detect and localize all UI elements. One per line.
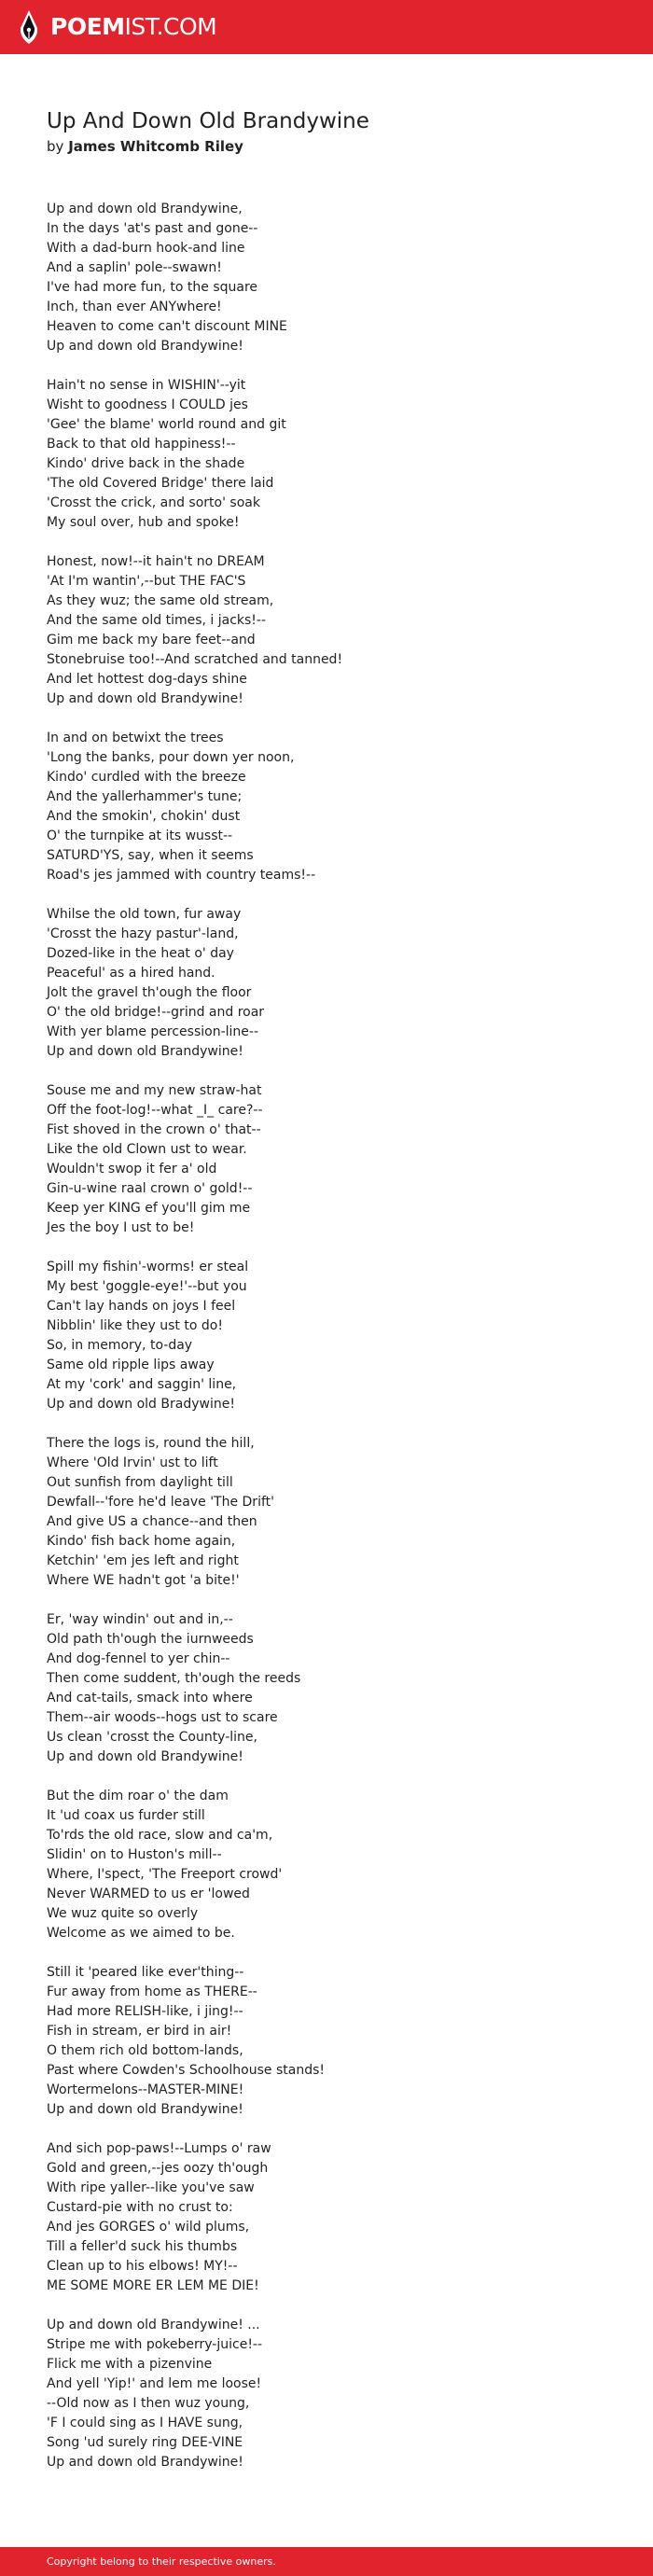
poem-line: Wortermelons--MASTER-MINE! (47, 2082, 244, 2097)
site-header (0, 0, 653, 54)
poem-line: 'Crosst the crick, and sorto' soak (47, 495, 260, 510)
poem-line: Then come suddent, th'ough the reeds (47, 1671, 301, 1686)
poem-body (47, 200, 625, 2472)
poem-line: Fist shoved in the crown o' that-- (47, 1122, 261, 1137)
poem-line: Dewfall--'fore he'd leave 'The Drift' (47, 1495, 274, 1510)
poem-line: With ripe yaller--like you've saw (47, 2180, 255, 2195)
poem-line: Fish in stream, er bird in air! (47, 2024, 232, 2039)
poem-line: With a dad-burn hook-and line (47, 241, 245, 256)
poem-line: And let hottest dog-days shine (47, 672, 247, 687)
poem-line: Custard-pie with no crust to: (47, 2200, 233, 2215)
poem-line: Them--air woods--hogs ust to scare (47, 1710, 278, 1725)
poem-stanza (47, 1081, 625, 1238)
poem-content (47, 106, 625, 2492)
poem-line: 'At I'm wantin',--but THE FAC'S (47, 574, 246, 589)
poem-line: Old path th'ough the iurnweeds (47, 1632, 254, 1647)
poem-line: And the yallerhammer's tune; (47, 789, 243, 804)
logo-text-bold: POEM (50, 13, 125, 40)
poem-byline (47, 136, 625, 157)
poem-line: Never WARMED to us er 'lowed (47, 1887, 250, 1901)
poem-line: Off the foot-log!--what _I_ care?-- (47, 1103, 263, 1118)
poem-line: There the logs is, round the hill, (47, 1436, 255, 1451)
poem-line: With yer blame percession-line-- (47, 1024, 258, 1039)
poem-line: Up and down old Brandywine, (47, 202, 243, 216)
site-footer (0, 2547, 653, 2576)
poem-stanza (47, 729, 625, 885)
poem-stanza (47, 376, 625, 533)
logo-text-rest: IST.COM (124, 13, 217, 40)
poem-line: Peaceful' as a hired hand. (47, 966, 215, 981)
poem-stanza (47, 1434, 625, 1591)
poem-line: Gin-u-wine raal crown o' gold!-- (47, 1181, 253, 1196)
poem-line: Where 'Old Irvin' ust to lift (47, 1455, 218, 1470)
poem-line: 'Crosst the hazy pastur'-land, (47, 926, 239, 941)
poem-line: And give US a chance--and then (47, 1514, 257, 1529)
poem-line: Jolt the gravel th'ough the floor (47, 985, 252, 1000)
by-label: by (47, 138, 64, 155)
poem-stanza (47, 200, 625, 356)
poem-line: As they wuz; the same old stream, (47, 593, 274, 608)
poem-line: My soul over, hub and spoke! (47, 515, 240, 530)
poem-line: Ketchin' 'em jes left and right (47, 1553, 239, 1568)
poem-line: Souse me and my new straw-hat (47, 1083, 262, 1098)
poem-line: Fur away from home as THERE-- (47, 1984, 257, 1999)
poem-line: ME SOME MORE ER LEM ME DIE! (47, 2278, 259, 2293)
poem-line: Honest, now!--it hain't no DREAM (47, 554, 265, 569)
poem-line: Flick me with a pizenvine (47, 2357, 213, 2372)
poem-line: To'rds the old race, slow and ca'm, (47, 1828, 273, 1843)
pen-nib-icon (19, 9, 39, 45)
poem-line: Kindo' curdled with the breeze (47, 770, 246, 785)
poem-line: My best 'goggle-eye!'--but you (47, 1279, 247, 1294)
poem-line: Had more RELISH-like, i jing!-- (47, 2004, 243, 2019)
poem-line: Past where Cowden's Schoolhouse stands! (47, 2063, 326, 2078)
poem-line: In the days 'at's past and gone-- (47, 221, 258, 236)
site-logo-text (50, 9, 216, 45)
poem-line: Us clean 'crosst the County-line, (47, 1730, 257, 1745)
poem-line: Road's jes jammed with country teams!-- (47, 868, 316, 883)
poem-line: Clean up to his elbows! MY!-- (47, 2259, 238, 2274)
poem-stanza (47, 1258, 625, 1414)
poem-line: And jes GORGES o' wild plums, (47, 2220, 250, 2235)
poem-line: Up and down old Brandywine! ... (47, 2318, 260, 2332)
poem-line: Up and down old Brandywine! (47, 691, 243, 706)
poem-line: Up and down old Brandywine! (47, 339, 243, 354)
poem-line: I've had more fun, to the square (47, 280, 258, 295)
poem-line: And dog-fennel to yer chin-- (47, 1651, 230, 1666)
poem-line: Inch, than ever ANYwhere! (47, 299, 222, 314)
poem-line: 'The old Covered Bridge' there laid (47, 476, 274, 491)
poem-line: Spill my fishin'-worms! er steal (47, 1260, 249, 1274)
poem-line: So, in memory, to-day (47, 1338, 193, 1353)
poem-line: Welcome as we aimed to be. (47, 1926, 235, 1941)
poem-line: And yell 'Yip!' and lem me loose! (47, 2376, 262, 2391)
poem-line: Gold and green,--jes oozy th'ough (47, 2161, 269, 2176)
poem-title: Up And Down Old Brandywine (47, 109, 369, 133)
poem-line: And cat-tails, smack into where (47, 1691, 253, 1706)
poem-line: Stripe me with pokeberry-juice!-- (47, 2337, 263, 2352)
poem-line: O' the old bridge!--grind and roar (47, 1005, 265, 1020)
poem-line: 'F I could sing as I HAVE sung, (47, 2416, 243, 2430)
poem-line: And the smokin', chokin' dust (47, 809, 241, 824)
poem-line: It 'ud coax us furder still (47, 1808, 205, 1823)
poem-line: Till a feller'd suck his thumbs (47, 2239, 238, 2254)
poem-line: 'Gee' the blame' world round and git (47, 417, 286, 432)
poem-line: Where WE hadn't got 'a bite!' (47, 1573, 240, 1588)
poem-line: Whilse the old town, fur away (47, 907, 242, 922)
poem-line: Wouldn't swop it fer a' old (47, 1162, 217, 1177)
poem-line: Can't lay hands on joys I feel (47, 1299, 236, 1314)
poem-line: 'Long the banks, pour down yer noon, (47, 750, 295, 765)
poem-line: Out sunfish from daylight till (47, 1475, 233, 1490)
poem-line: Up and down old Bradywine! (47, 1397, 235, 1412)
poem-stanza (47, 1963, 625, 2120)
poem-line: Still it 'peared like ever'thing-- (47, 1965, 244, 1980)
poem-line: Gim me back my bare feet--and (47, 633, 256, 647)
poem-line: Heaven to come can't discount MINE (47, 319, 287, 334)
poem-line: Up and down old Brandywine! (47, 2455, 243, 2470)
poem-line: Up and down old Brandywine! (47, 1044, 243, 1059)
poem-stanza (47, 2316, 625, 2472)
poem-line: And sich pop-paws!--Lumps o' raw (47, 2141, 271, 2156)
poem-line: Keep yer KING ef you'll gim me (47, 1201, 251, 1216)
poem-line: Where, I'spect, 'The Freeport crowd' (47, 1867, 283, 1882)
poem-line: SATURD'YS, say, when it seems (47, 848, 254, 863)
poem-line: At my 'cork' and saggin' line, (47, 1377, 237, 1392)
author-name[interactable]: James Whitcomb Riley (68, 138, 243, 155)
poem-stanza (47, 2139, 625, 2296)
poem-line: We wuz quite so overly (47, 1906, 199, 1921)
poem-line: Wisht to goodness I COULD jes (47, 397, 248, 412)
poem-line: Kindo' drive back in the shade (47, 456, 245, 471)
poem-line: Slidin' on to Huston's mill-- (47, 1847, 222, 1862)
poem-line: Up and down old Brandywine! (47, 2102, 243, 2117)
poem-stanza (47, 1610, 625, 1767)
site-logo[interactable] (19, 9, 216, 45)
poem-stanza (47, 1787, 625, 1943)
poem-line: O them rich old bottom-lands, (47, 2043, 243, 2058)
poem-line: Er, 'way windin' out and in,-- (47, 1612, 233, 1627)
poem-line: Kindo' fish back home again, (47, 1534, 236, 1549)
poem-stanza (47, 552, 625, 709)
poem-line: Stonebruise too!--And scratched and tanned! (47, 652, 343, 667)
poem-line: Jes the boy I ust to be! (47, 1220, 195, 1235)
poem-line: Hain't no sense in WISHIN'--yit (47, 378, 246, 393)
poem-line: O' the turnpike at its wusst-- (47, 828, 233, 843)
poem-line: And a saplin' pole--swawn! (47, 260, 222, 275)
poem-line: But the dim roar o' the dam (47, 1789, 229, 1803)
poem-line: And the same old times, i jacks!-- (47, 613, 267, 628)
poem-line: Same old ripple lips away (47, 1358, 215, 1372)
poem-line: In and on betwixt the trees (47, 731, 224, 745)
poem-line: Back to that old happiness!-- (47, 437, 236, 452)
poem-line: Dozed-like in the heat o' day (47, 946, 234, 961)
copyright-notice: Copyright belong to their respective owners. (47, 2555, 276, 2568)
poem-line: Like the old Clown ust to wear. (47, 1142, 247, 1157)
poem-line: Nibblin' like they ust to do! (47, 1318, 223, 1333)
poem-line: Song 'ud surely ring DEE-VINE (47, 2435, 243, 2450)
poem-line: --Old now as I then wuz young, (47, 2396, 250, 2411)
poem-line: Up and down old Brandywine! (47, 1749, 243, 1764)
poem-stanza (47, 905, 625, 1062)
